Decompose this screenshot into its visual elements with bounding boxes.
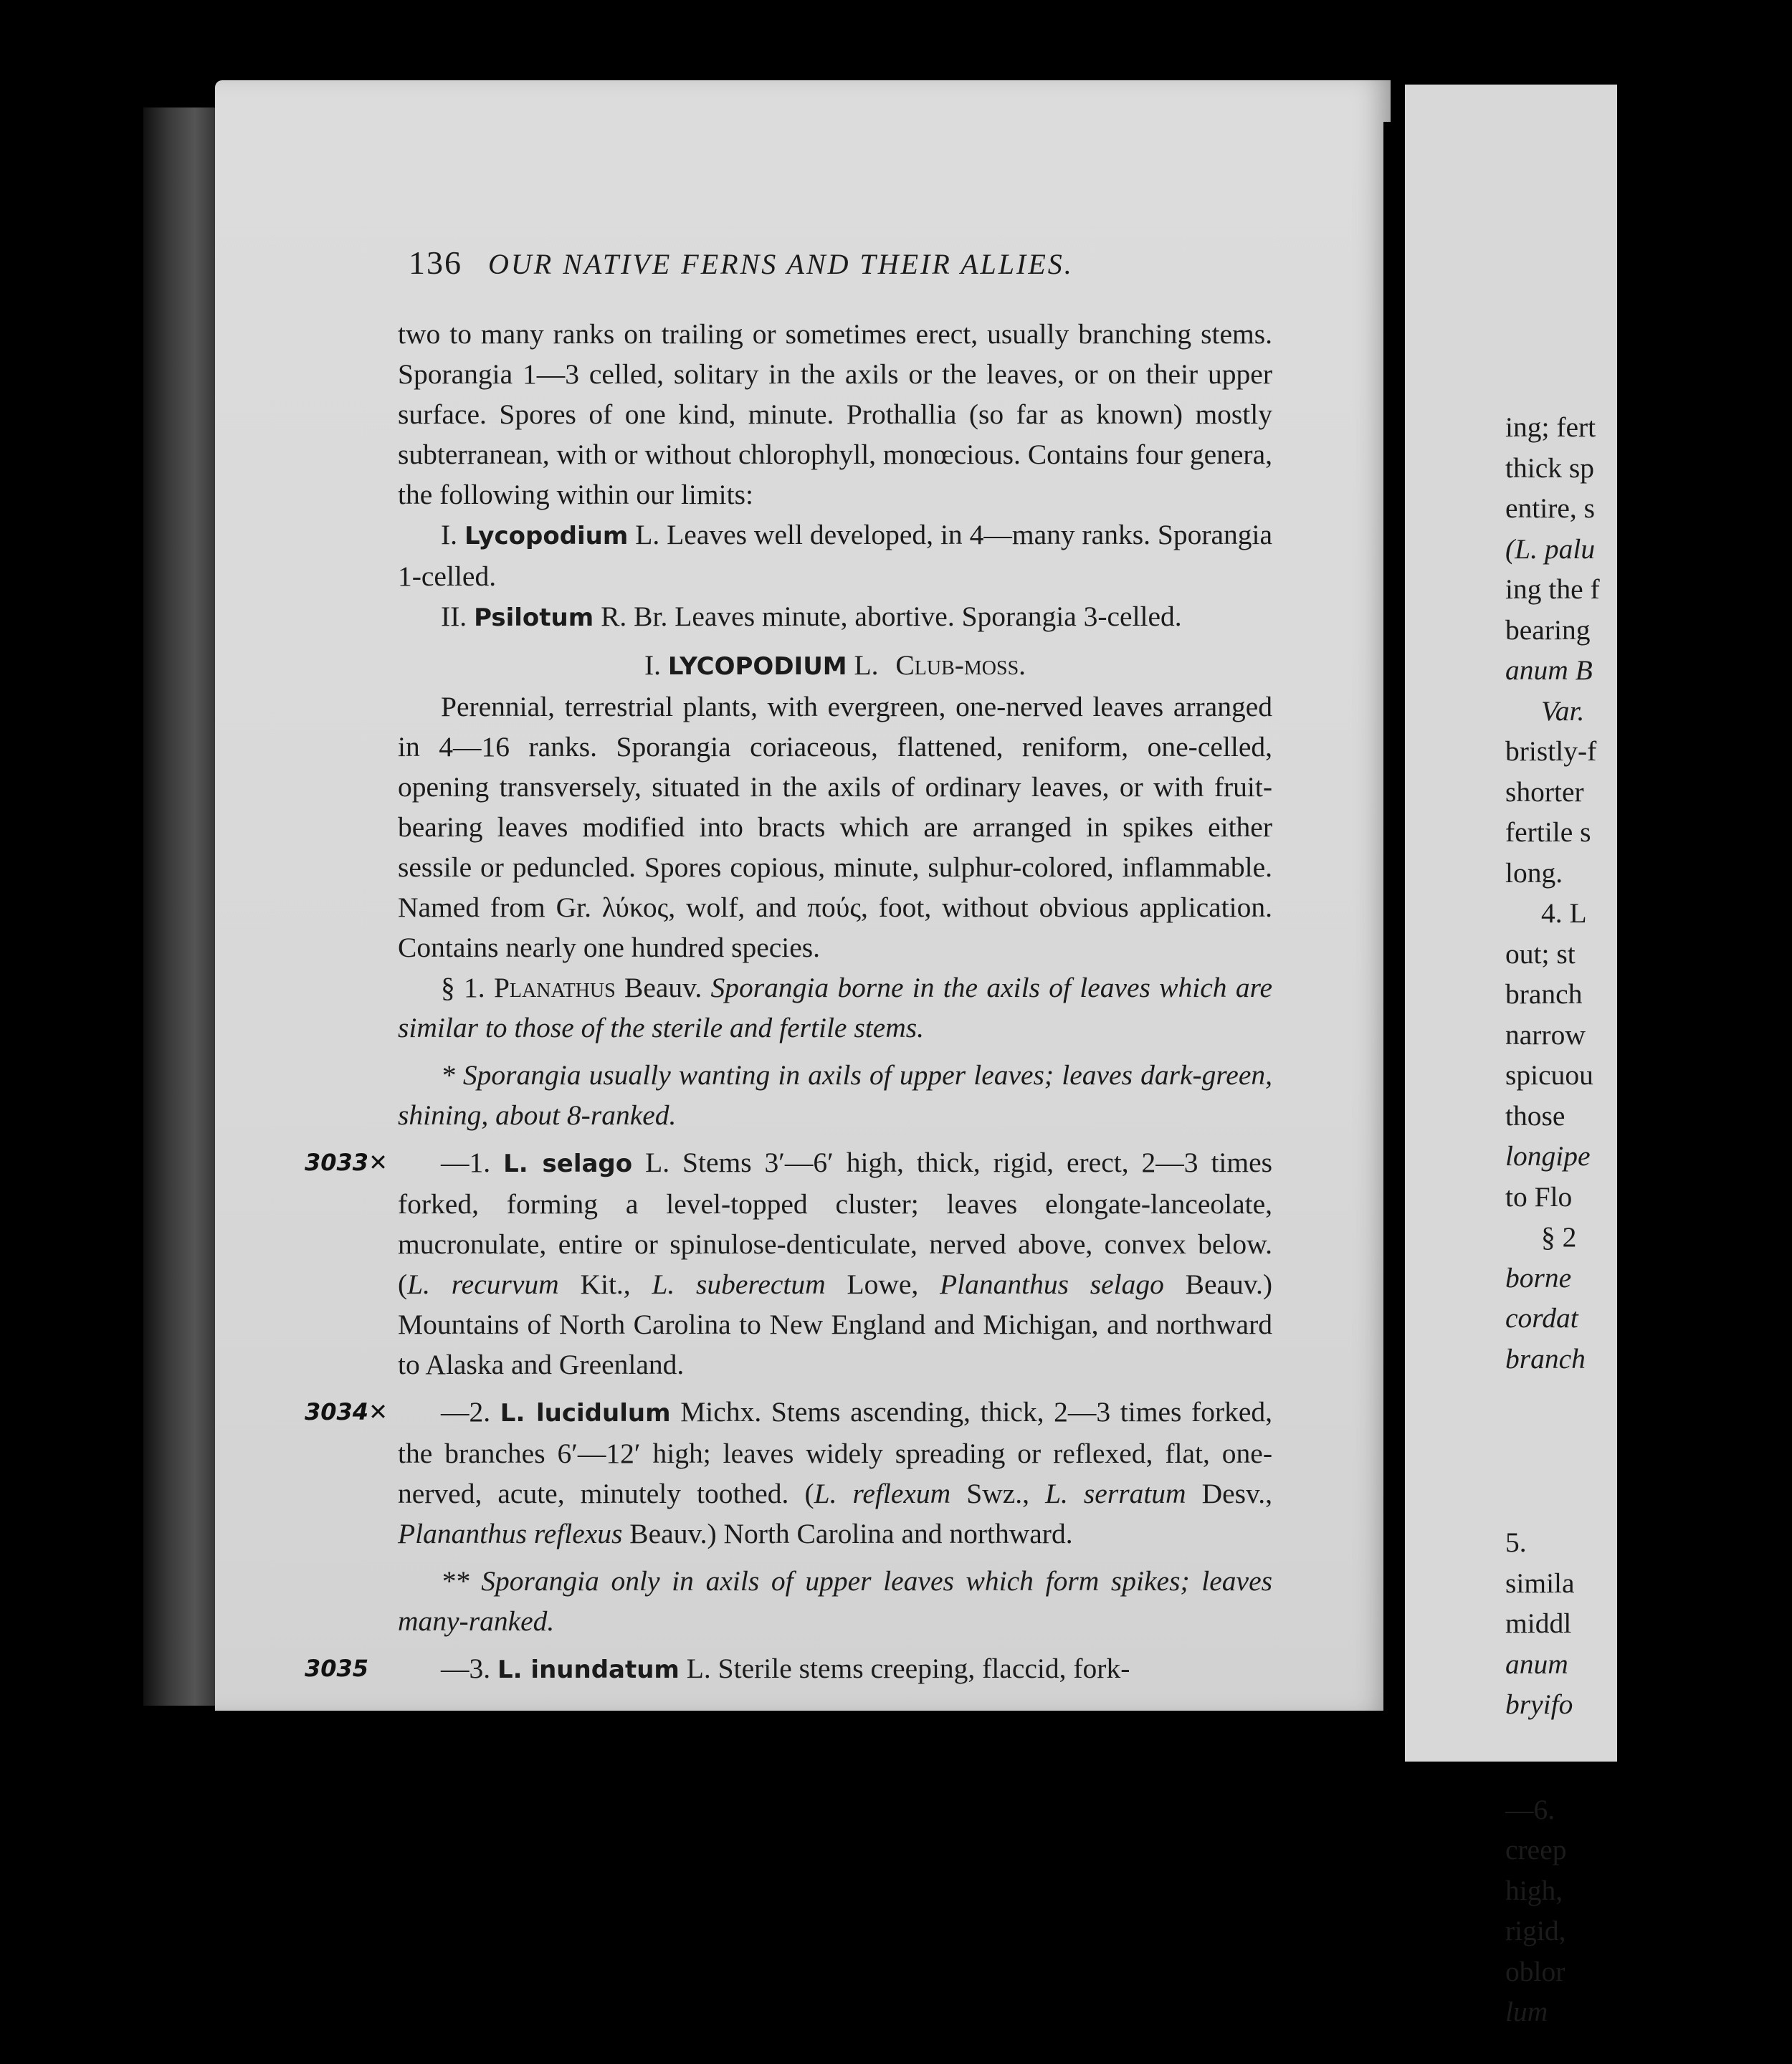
subsection-planathus: § 1. Planathus Beauv. Sporangia borne in the axils of leaves which are similar to those of the sterile and fertile stems. xyxy=(398,972,1273,1043)
species-selago: 3033✕ —1. L. selago L. Stems 3′—6′ high, thick, rigid, erect, 2—3 times forked, forming a level-topped cluster; leaves elongate-lanceolate, mucronulate, entire or spinulose-denticulate, nerved above, convex below. (L. recurvum Kit., L. suberectum Lowe, Plananthus selago Beauv.) Mountains of North Carolina to New England and Michigan, and northward to Alaska and Greenland. xyxy=(398,1142,1272,1385)
right-page-line: out; st xyxy=(1505,937,1576,970)
right-page-line: middl xyxy=(1505,1607,1572,1639)
right-page-line: bearing xyxy=(1505,613,1591,646)
right-page-line: bryifo xyxy=(1505,1688,1573,1720)
right-page-line: narrow xyxy=(1505,1018,1586,1051)
species-inundatum: 3035 —3. L. inundatum L. Sterile stems creeping, flaccid, fork- xyxy=(398,1648,1272,1690)
right-page-fragment xyxy=(1405,85,1617,2027)
right-page-line: rigid, xyxy=(1505,1915,1566,1946)
group-heading-1: * Sporangia usually wanting in axils of upper leaves; leaves dark-green, shining, about 8-ranked. xyxy=(398,1059,1272,1131)
genus-psilotum-key: II. Psilotum R. Br. Leaves minute, abortive. Sporangia 3-celled. xyxy=(441,601,1182,632)
handwritten-margin-number: 3033✕ xyxy=(305,1149,388,1176)
left-page-text xyxy=(305,314,1273,1690)
right-page-line: creep xyxy=(1505,1834,1567,1865)
right-page-line: Var. xyxy=(1541,694,1585,727)
right-page-text xyxy=(1505,407,1792,2032)
section-heading: I. LYCOPODIUM L. Club-moss. xyxy=(644,649,1026,681)
right-page-line: those xyxy=(1505,1099,1565,1132)
right-page-line: borne xyxy=(1505,1261,1572,1294)
right-page-line: 4. L xyxy=(1541,897,1587,929)
right-page-line: § 2 xyxy=(1541,1221,1577,1253)
right-page-line: simila xyxy=(1505,1567,1575,1599)
running-title: OUR NATIVE FERNS AND THEIR ALLIES. xyxy=(488,248,1074,280)
right-page-line: (L. palu xyxy=(1505,532,1596,565)
species-lucidulum: 3034✕ —2. L. lucidulum Michx. Stems ascending, thick, 2—3 times forked, the branches 6′—12′ high; leaves widely spreading or reflexed, flat, one-nerved, acute, minutely toothed. (L. reflexum Swz., L. serratum Desv., Plananthus reflexus Beauv.) North Carolina and northward. xyxy=(398,1392,1272,1554)
right-page-line: thick sp xyxy=(1505,452,1594,484)
right-page-line: shorter xyxy=(1505,775,1584,808)
right-page-line: branch xyxy=(1505,1342,1586,1375)
right-page-line: oblor xyxy=(1505,1955,1565,1987)
right-page-line: to Flo xyxy=(1505,1180,1573,1213)
right-page-line: cordat xyxy=(1505,1302,1578,1334)
book-gutter xyxy=(1383,122,1405,1713)
right-page-line: spicuou xyxy=(1505,1059,1593,1091)
right-page-line: ing; fert xyxy=(1505,411,1596,443)
genus-lycopodium-key: I. Lycopodium L. Leaves well developed, in 4—many ranks. Sporangia 1-celled. xyxy=(398,519,1273,592)
right-page-line: longipe xyxy=(1505,1140,1591,1172)
right-page-line: lum xyxy=(1505,1996,1548,2027)
right-page-line: —6. xyxy=(1505,1793,1555,1825)
right-page-line: entire, s xyxy=(1505,492,1596,524)
paragraph-intro: two to many ranks on trailing or sometimes erect, usually branching stems. Sporangia 1—3 celled, solitary in the axils or the leaves, or on their upper surface. Spores of one kind, minute. Prothallia (so far as known) mostly subterranean, with or without chlorophyll, monœcious. Contains four genera, the following within our limits: xyxy=(398,318,1272,510)
right-page-line: bristly-f xyxy=(1505,735,1597,767)
running-header xyxy=(409,244,1269,282)
page-number: 136 xyxy=(409,244,462,281)
right-page-line: fertile s xyxy=(1505,816,1591,848)
right-page-line: branch xyxy=(1505,978,1583,1010)
right-page-line: high, xyxy=(1505,1874,1563,1906)
right-page-line: 5. xyxy=(1505,1526,1527,1558)
handwritten-margin-number: 3035 xyxy=(305,1655,369,1682)
handwritten-margin-number: 3034✕ xyxy=(305,1398,388,1425)
right-page-line: anum xyxy=(1505,1648,1568,1680)
paragraph-lycopodium: Perennial, terrestrial plants, with evergreen, one-nerved leaves arranged in 4—16 ranks. Sporangia coriaceous, flattened, reniform, one-celled, opening transversely, situated in the axils of ordinary leaves, or with fruit-bearing leaves modified into bracts which are arranged in spikes either sessile or peduncled. Spores copious, minute, sulphur-colored, inflammable. Named from Gr. λύκος, wolf, and πούς, foot, without obvious application. Contains nearly one hundred species. xyxy=(398,691,1272,963)
right-page-line: anum B xyxy=(1505,654,1593,686)
right-page-line: ing the f xyxy=(1505,573,1600,605)
group-heading-2: ** Sporangia only in axils of upper leaves which form spikes; leaves many-ranked. xyxy=(398,1565,1272,1637)
right-page-line: long. xyxy=(1505,856,1563,889)
